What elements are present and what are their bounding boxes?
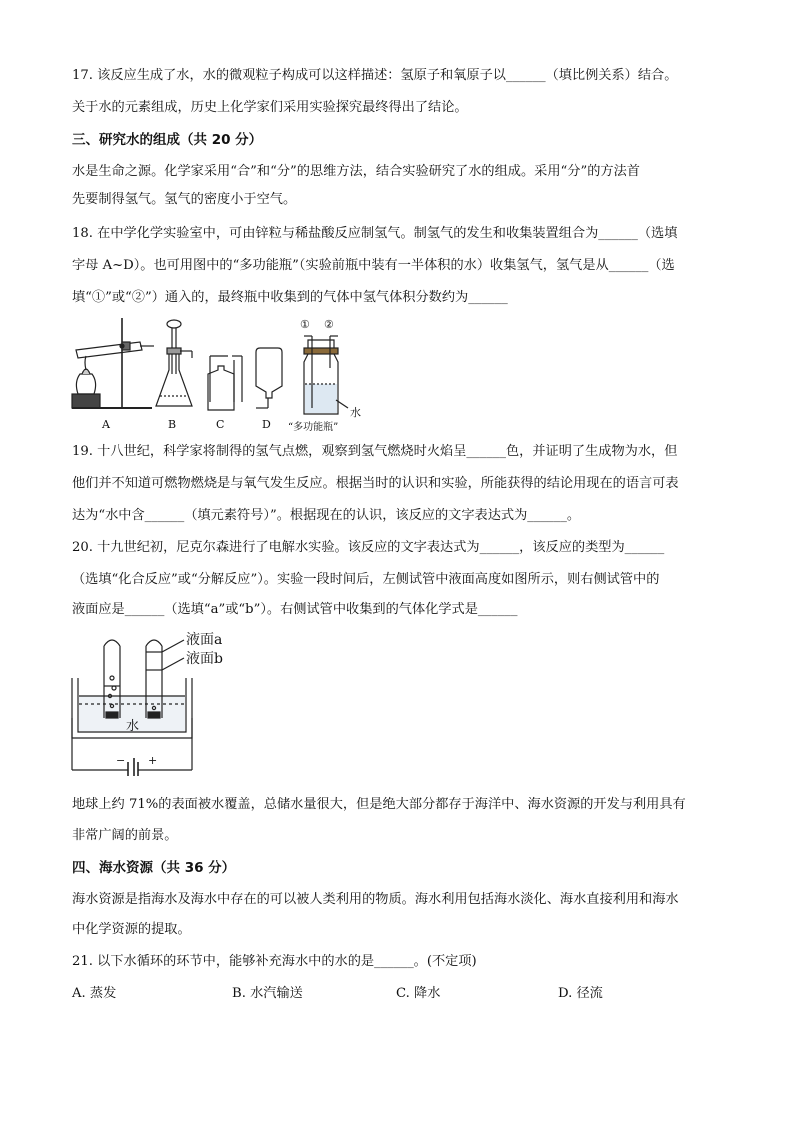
transition-line-2: 非常广阔的前景。: [72, 828, 178, 843]
port-1-label: ①: [300, 318, 310, 331]
q19-line-3: 达为“水中含______（填元素符号）”。根据现在的认识，该反应的文字表达式为______。: [72, 508, 581, 523]
label-b: B: [168, 418, 177, 431]
section-4-intro-1: 海水资源是指海水及海水中存在的可以被人类利用的物质。海水利用包括海水淡化、海水直接利用和海水: [72, 892, 679, 907]
q21-stem: 21. 以下水循环的环节中，能够补充海水中的水的是______。(不定项): [72, 954, 477, 969]
q17-line-2: 关于水的元素组成，历史上化学家们采用实验探究最终得出了结论。: [72, 100, 468, 115]
liquid-level-a-label: 液面a: [186, 632, 223, 648]
positive-terminal: +: [148, 754, 158, 767]
electrolysis-figure: [68, 626, 268, 776]
label-c: C: [216, 418, 225, 431]
label-d: D: [262, 418, 271, 431]
q21-option-d[interactable]: D. 径流: [558, 986, 603, 1001]
section-3-intro-1: 水是生命之源。化学家采用“合”和“分”的思维方法，结合实验研究了水的组成。采用“分”的方法首: [72, 164, 640, 179]
q21-option-b[interactable]: B. 水汽输送: [232, 986, 303, 1001]
q20-line-2: （选填“化合反应”或“分解反应”）。实验一段时间后，左侧试管中液面高度如图所示，则右侧试管中的: [72, 572, 660, 587]
negative-terminal: −: [116, 754, 126, 767]
q18-line-2: 字母 A~D）。也可用图中的“多功能瓶”（实验前瓶中装有一半体积的水）收集氢气，氢气是从______（选: [72, 258, 675, 273]
bottle-label: “多功能瓶”: [288, 422, 339, 433]
transition-line-1: 地球上约 71%的表面被水覆盖，总储水量很大，但是绝大部分都存于海洋中、海水资源的开发与利用具有: [72, 797, 686, 812]
apparatus-b: [156, 320, 192, 406]
q21-option-c[interactable]: C. 降水: [396, 986, 441, 1001]
section-4-title: 四、海水资源（共 36 分）: [72, 860, 236, 876]
q18-line-1: 18. 在中学化学实验室中，可由锌粒与稀盐酸反应制氢气。制氢气的发生和收集装置组合为______（选填: [72, 226, 678, 241]
label-a: A: [102, 418, 110, 431]
apparatus-d: [256, 348, 282, 408]
apparatus-c: [208, 356, 242, 410]
section-3-title: 三、研究水的组成（共 20 分）: [72, 132, 263, 148]
q19-line-1: 19. 十八世纪，科学家将制得的氢气点燃，观察到氢气燃烧时火焰呈______色，并证明了生成物为水，但: [72, 444, 678, 459]
q19-line-2: 他们并不知道可燃物燃烧是与氧气发生反应。根据当时的认识和实验，所能获得的结论用现在的语言可表: [72, 476, 679, 491]
q18-line-3: 填“①”或“②”）通入的，最终瓶中收集到的气体中氢气体积分数约为______: [72, 290, 508, 305]
section-3-intro-2: 先要制得氢气。氢气的密度小于空气。: [72, 192, 297, 207]
q21-option-a[interactable]: A. 蒸发: [72, 986, 117, 1001]
gas-apparatus-figure: [68, 312, 388, 436]
q20-line-3: 液面应是______（选填“a”或“b”）。右侧试管中收集到的气体化学式是______: [72, 602, 518, 617]
section-4-intro-2: 中化学资源的提取。: [72, 922, 191, 937]
apparatus-a: [72, 318, 154, 408]
multifunction-bottle: [304, 336, 348, 414]
q20-line-1: 20. 十九世纪初，尼克尔森进行了电解水实验。该反应的文字表达式为______，该反应的类型为______: [72, 540, 665, 555]
q17-line-1: 17. 该反应生成了水，水的微观粒子构成可以这样描述：氢原子和氧原子以______（填比例关系）结合。: [72, 68, 678, 83]
water-label: 水: [126, 719, 140, 734]
port-2-label: ②: [324, 318, 334, 331]
water-label: 水: [350, 406, 361, 419]
liquid-level-b-label: 液面b: [186, 651, 223, 667]
